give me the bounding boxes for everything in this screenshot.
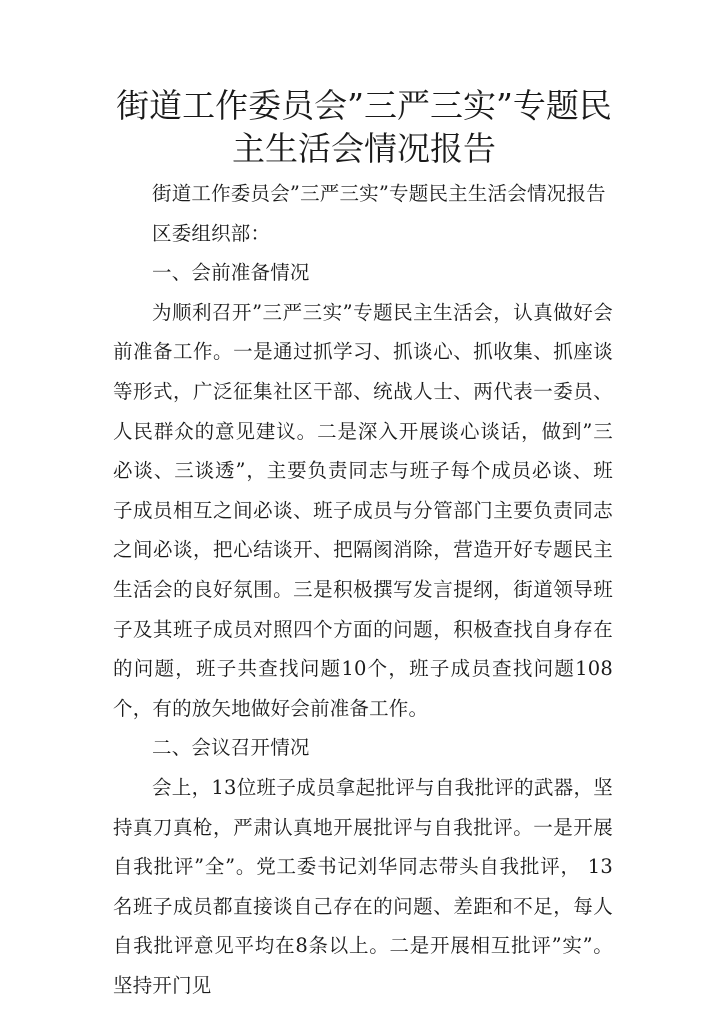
section-heading-meeting: 二、会议召开情况 xyxy=(152,736,310,760)
section-heading-preparation: 一、会前准备情况 xyxy=(152,261,310,285)
paragraph-preparation: 为顺利召开”三严三实”专题民主生活会，认真做好会前准备工作。一是通过抓学习、抓谈心、抓收集、抓座谈等形式，广泛征集社区干部、统战人士、两代表一委员、人民群众的意见建议。二是深入开展谈心谈话，做到”三必谈、三谈透”，主要负责同志与班子每个成员必谈、班子成员相互之间必谈、班子成员与分管部门主要负责同志之间必谈，把心结谈开、把隔阂消除，营造开好专题民主生活会的良好氛围。三是积极撰写发言提纲，街道领导班子及其班子成员对照四个方面的问题，积极查找自身存在的问题，班子共查找问题10个，班子成员查找问题108个，有的放矢地做好会前准备工作。 xyxy=(113,300,613,720)
paragraph-addressee: 区委组织部： xyxy=(152,221,271,245)
document-body xyxy=(113,174,613,1005)
paragraph-meeting: 会上，13位班子成员拿起批评与自我批评的武器，坚持真刀真枪，严肃认真地开展批评与自我批评。一是开展自我批评”全”。党工委书记刘华同志带头自我批评， 13名班子成员都直接谈自己存在的问题、差距和不足，每人自我批评意见平均在8条以上。二是开展相互批评”实”。坚持开门见 xyxy=(113,775,613,997)
paragraph-subtitle: 街道工作委员会”三严三实”专题民主生活会情况报告 xyxy=(152,182,606,205)
document-title: 街道工作委员会”三严三实”专题民主生活会情况报告 xyxy=(116,86,612,168)
